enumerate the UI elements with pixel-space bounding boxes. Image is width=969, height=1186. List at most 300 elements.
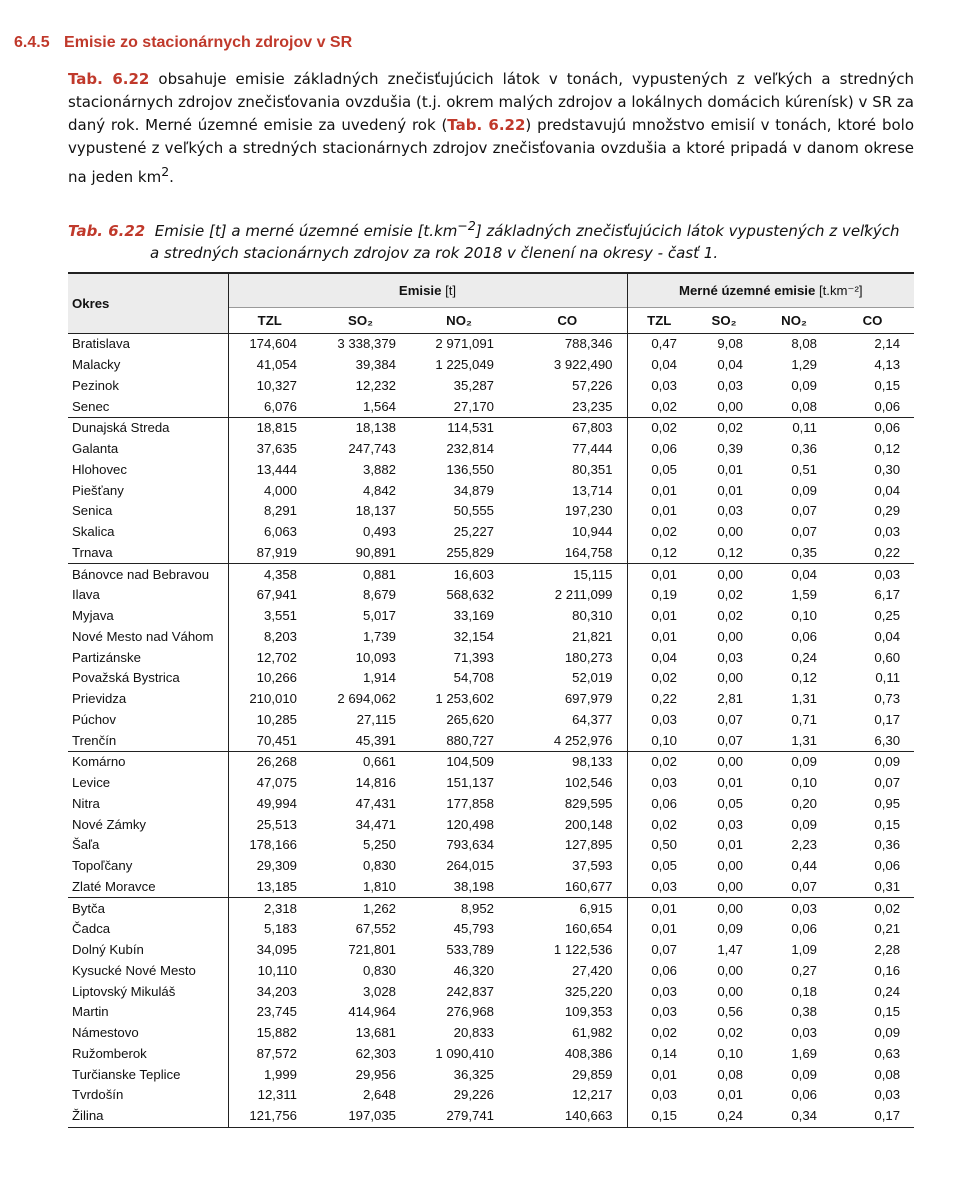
value-cell: 0,38: [791, 1004, 817, 1020]
value-cell: 0,08: [874, 1066, 901, 1082]
value-cell: 4,842: [362, 482, 396, 498]
value-cell: 0,03: [627, 1085, 691, 1106]
value-cell: 0,01: [717, 482, 743, 498]
value-cell: 80,351: [572, 461, 613, 477]
value-cell: 0,60: [874, 649, 901, 665]
value-cell: 414,964: [348, 1004, 396, 1020]
value-cell: 0,02: [717, 608, 743, 624]
value-cell: 18,138: [355, 420, 396, 436]
value-cell: 3,882: [362, 461, 396, 477]
superscript: −2: [457, 218, 476, 233]
value-cell: 0,830: [362, 962, 396, 978]
group-header-emisie: [228, 273, 627, 308]
value-cell: 109,353: [564, 1004, 613, 1020]
column-header: CO: [508, 308, 627, 334]
value-cell: 0,35: [757, 543, 831, 564]
value-cell: 0,47: [627, 334, 691, 355]
value-cell: 1,47: [717, 942, 743, 958]
district-name-cell: Liptovský Mikuláš: [72, 983, 176, 999]
value-cell: 0,661: [362, 754, 396, 770]
value-cell: 1,69: [791, 1045, 817, 1061]
value-cell: 18,137: [355, 503, 396, 519]
value-cell: 29,956: [355, 1066, 396, 1082]
value-cell: 0,29: [874, 503, 901, 519]
value-cell: 0,03: [717, 503, 743, 519]
value-cell: 8,291: [228, 501, 311, 522]
value-cell: 0,830: [362, 858, 396, 874]
group-label: Emisie: [398, 283, 442, 298]
district-name-cell: Žilina: [68, 1106, 228, 1127]
value-cell: 2,28: [874, 942, 901, 958]
table-row: [68, 898, 914, 919]
value-cell: 12,311: [228, 1085, 311, 1106]
value-cell: 0,03: [874, 566, 901, 582]
value-cell: 0,09: [791, 482, 817, 498]
value-cell: 0,17: [831, 1106, 914, 1127]
value-cell: 0,11: [792, 420, 817, 436]
value-cell: 1,59: [791, 587, 817, 603]
value-cell: 0,01: [627, 898, 691, 919]
value-cell: 120,498: [446, 816, 494, 832]
value-cell: 1,999: [228, 1064, 311, 1085]
value-cell: 0,03: [627, 877, 691, 898]
value-cell: 46,320: [453, 962, 494, 978]
value-cell: 177,858: [446, 795, 494, 811]
table-row: [68, 773, 914, 794]
value-cell: 0,07: [791, 503, 817, 519]
value-cell: 0,01: [627, 606, 691, 627]
value-cell: 25,513: [228, 814, 311, 835]
value-cell: 0,12: [691, 543, 757, 564]
value-cell: 8,679: [362, 587, 396, 603]
value-cell: 13,185: [228, 877, 311, 898]
value-cell: 2,648: [362, 1087, 396, 1103]
value-cell: 0,09: [791, 816, 817, 832]
table-row: [68, 1044, 914, 1065]
value-cell: 0,07: [791, 524, 817, 540]
value-cell: 0,24: [691, 1106, 757, 1127]
value-cell: 12,217: [572, 1087, 613, 1103]
value-cell: 50,555: [453, 503, 494, 519]
value-cell: 0,04: [874, 628, 901, 644]
value-cell: 4,13: [874, 357, 901, 373]
value-cell: 49,994: [228, 794, 311, 815]
value-cell: 27,170: [410, 396, 508, 417]
value-cell: 32,154: [453, 628, 494, 644]
value-cell: 29,309: [228, 856, 311, 877]
value-cell: 104,509: [446, 754, 494, 770]
value-cell: 0,06: [791, 628, 817, 644]
table-row: [68, 627, 914, 648]
value-cell: 102,546: [564, 775, 613, 791]
value-cell: 0,493: [362, 524, 396, 540]
value-cell: 9,08: [717, 336, 743, 352]
value-cell: 16,603: [453, 566, 494, 582]
table-row: [68, 606, 914, 627]
value-cell: 0,04: [627, 355, 691, 376]
district-name-cell: Galanta: [72, 441, 119, 457]
district-name-cell: Senec: [68, 396, 228, 417]
value-cell: 0,02: [627, 752, 691, 773]
value-cell: 0,12: [874, 441, 901, 457]
paragraph-text: ) predstavujú množstvo emisií v tonách, ktoré bolo vypustené z veľkých a stredných stacionárnych zdrojov znečisťovania ovzdušia a ktoré pripadá v danom okrese na jeden km: [68, 116, 914, 186]
group-unit: [t]: [441, 283, 457, 298]
value-cell: 2,81: [717, 691, 743, 707]
table-row: [68, 1085, 914, 1106]
value-cell: 12,232: [355, 377, 396, 393]
table-row: [68, 396, 914, 417]
value-cell: 1,262: [362, 900, 396, 916]
value-cell: 408,386: [564, 1045, 613, 1061]
value-cell: 0,02: [717, 587, 743, 603]
table-row: [68, 543, 914, 564]
value-cell: 2 211,099: [554, 587, 613, 603]
value-cell: 33,169: [453, 608, 494, 624]
district-name-cell: Šaľa: [72, 837, 100, 853]
table-row: [68, 814, 914, 835]
value-cell: 98,133: [572, 754, 613, 770]
value-cell: 0,12: [791, 670, 817, 686]
value-cell: 247,743: [348, 441, 396, 457]
value-cell: 255,829: [410, 543, 508, 564]
value-cell: 0,07: [717, 711, 743, 727]
value-cell: 0,00: [717, 524, 743, 540]
value-cell: 1,564: [311, 396, 410, 417]
value-cell: 0,22: [627, 689, 691, 710]
value-cell: 8,08: [791, 336, 817, 352]
value-cell: 0,02: [627, 668, 691, 689]
caption-text: a stredných stacionárnych zdrojov za rok 2018 v členení na okresy - časť 1.: [150, 244, 719, 262]
district-name-cell: Myjava: [72, 608, 114, 624]
value-cell: 10,093: [355, 649, 396, 665]
value-cell: 1 225,049: [435, 357, 494, 373]
value-cell: 0,20: [791, 795, 817, 811]
value-cell: 13,444: [228, 460, 311, 481]
value-cell: 136,550: [446, 461, 494, 477]
section-heading: [14, 34, 352, 52]
value-cell: 164,758: [508, 543, 627, 564]
district-name-cell: Tvrdošín: [72, 1087, 124, 1103]
district-name-cell: Považská Bystrica: [72, 670, 180, 686]
table-row: [68, 752, 914, 773]
value-cell: 0,03: [627, 710, 691, 731]
value-cell: 0,03: [791, 1025, 817, 1041]
value-cell: 0,04: [627, 647, 691, 668]
value-cell: 2,14: [874, 336, 901, 352]
table-reference-link: Tab. 6.22: [68, 70, 150, 88]
value-cell: 0,34: [757, 1106, 831, 1127]
value-cell: 0,09: [874, 754, 901, 770]
value-cell: 0,03: [627, 773, 691, 794]
value-cell: 200,148: [564, 816, 613, 832]
value-cell: 1,739: [362, 628, 396, 644]
column-header: NO₂: [410, 308, 508, 334]
district-name-cell: Malacky: [72, 357, 121, 373]
value-cell: 15,882: [228, 1023, 311, 1044]
value-cell: 0,51: [791, 461, 817, 477]
value-cell: 0,19: [627, 585, 691, 606]
table-row: [68, 501, 914, 522]
value-cell: 180,273: [564, 649, 613, 665]
value-cell: 15,115: [573, 566, 613, 582]
column-header-okres: Okres: [68, 273, 228, 334]
district-name-cell: Hlohovec: [72, 461, 127, 477]
district-name-cell: Martin: [72, 1004, 109, 1020]
value-cell: 0,50: [627, 835, 691, 856]
value-cell: 0,02: [627, 396, 691, 417]
column-header: SO₂: [691, 308, 757, 334]
table-row: [68, 376, 914, 397]
value-cell: 0,05: [627, 856, 691, 877]
value-cell: 8,203: [228, 627, 311, 648]
value-cell: 1,914: [362, 670, 396, 686]
district-name-cell: Zlaté Moravce: [68, 877, 228, 898]
table-row: [68, 981, 914, 1002]
value-cell: 279,741: [410, 1106, 508, 1127]
paragraph-text: obsahuje emisie základných znečisťujúcich látok v tonách, vypustených z veľkých a stredných stacionárnych zdrojov znečisťovania ovzdušia (t.j. okrem malých zdrojov a lokálnych domácich kúrenísk) v SR za daný rok. Merné územné emisie za uvedený rok (: [68, 70, 914, 134]
value-cell: 264,015: [446, 858, 494, 874]
value-cell: 0,06: [874, 858, 901, 874]
district-name-cell: Čadca: [72, 921, 111, 937]
value-cell: 1,810: [311, 877, 410, 898]
value-cell: 0,18: [791, 983, 817, 999]
value-cell: 57,226: [572, 377, 613, 393]
value-cell: 0,04: [717, 357, 743, 373]
value-cell: 14,816: [355, 775, 396, 791]
district-name-cell: Senica: [72, 503, 113, 519]
value-cell: 0,12: [627, 543, 691, 564]
district-name-cell: Bánovce nad Bebravou: [72, 566, 210, 582]
value-cell: 67,552: [355, 921, 396, 937]
value-cell: 45,391: [311, 730, 410, 751]
emissions-table: [68, 272, 914, 1128]
value-cell: 20,833: [453, 1025, 494, 1041]
table-row: [68, 334, 914, 355]
value-cell: 178,166: [228, 835, 311, 856]
value-cell: 34,203: [228, 981, 311, 1002]
table-row: [68, 439, 914, 460]
value-cell: 0,02: [627, 814, 691, 835]
value-cell: 6,063: [228, 522, 311, 543]
group-unit: [t.km⁻²]: [815, 282, 863, 298]
value-cell: 0,00: [717, 858, 743, 874]
value-cell: 0,30: [874, 461, 901, 477]
table-row: [68, 585, 914, 606]
table-row: [68, 1106, 914, 1127]
value-cell: 0,04: [874, 482, 901, 498]
value-cell: 41,054: [228, 355, 311, 376]
value-cell: 3,551: [228, 606, 311, 627]
value-cell: 3,028: [362, 983, 396, 999]
value-cell: 114,531: [447, 420, 494, 436]
value-cell: 21,821: [572, 628, 613, 644]
value-cell: 0,00: [717, 983, 743, 999]
value-cell: 62,303: [355, 1045, 396, 1061]
value-cell: 5,250: [362, 837, 396, 853]
value-cell: 0,16: [874, 962, 901, 978]
value-cell: 232,814: [446, 441, 494, 457]
table-reference-link: Tab. 6.22: [447, 116, 526, 134]
value-cell: 276,968: [446, 1004, 494, 1020]
value-cell: 0,06: [627, 794, 691, 815]
value-cell: 1,09: [791, 942, 817, 958]
value-cell: 6,915: [579, 900, 613, 916]
table-row: [68, 418, 914, 439]
value-cell: 0,10: [627, 730, 691, 751]
value-cell: 0,00: [717, 566, 743, 582]
value-cell: 0,21: [874, 921, 901, 937]
value-cell: 45,793: [453, 921, 494, 937]
value-cell: 54,708: [453, 670, 494, 686]
value-cell: 0,02: [717, 1025, 743, 1041]
value-cell: 0,56: [717, 1004, 743, 1020]
value-cell: 71,393: [453, 649, 494, 665]
value-cell: 568,632: [446, 587, 494, 603]
value-cell: 0,03: [791, 900, 817, 916]
value-cell: 23,235: [508, 396, 627, 417]
value-cell: 0,01: [627, 480, 691, 501]
column-header: NO₂: [757, 308, 831, 334]
value-cell: 0,24: [874, 983, 901, 999]
table-row: [68, 856, 914, 877]
value-cell: 0,00: [717, 628, 743, 644]
value-cell: 10,944: [572, 524, 613, 540]
value-cell: 0,06: [791, 921, 817, 937]
value-cell: 0,01: [717, 775, 743, 791]
value-cell: 174,604: [228, 334, 311, 355]
value-cell: 90,891: [311, 543, 410, 564]
value-cell: 1 122,536: [553, 942, 613, 958]
value-cell: 0,73: [874, 691, 901, 707]
value-cell: 0,00: [717, 670, 743, 686]
table-row: [68, 919, 914, 940]
district-name-cell: Skalica: [72, 524, 115, 540]
value-cell: 10,266: [228, 668, 311, 689]
value-cell: 0,95: [874, 795, 901, 811]
value-cell: 0,06: [874, 420, 901, 436]
value-cell: 6,076: [228, 396, 311, 417]
section-number: 6.4.5: [14, 34, 50, 51]
value-cell: 0,05: [717, 795, 743, 811]
value-cell: 0,15: [874, 816, 901, 832]
table-row: [68, 564, 914, 585]
table-row: [68, 835, 914, 856]
district-name-cell: Topoľčany: [72, 858, 133, 874]
caption-number: Tab. 6.22: [68, 222, 146, 240]
value-cell: 0,22: [831, 543, 914, 564]
value-cell: 1,31: [791, 691, 817, 707]
value-cell: 0,15: [874, 1004, 901, 1020]
value-cell: 0,881: [362, 566, 396, 582]
district-name-cell: Ružomberok: [72, 1045, 147, 1061]
value-cell: 52,019: [572, 670, 613, 686]
district-name-cell: Dolný Kubín: [72, 942, 144, 958]
value-cell: 160,677: [508, 877, 627, 898]
value-cell: 37,635: [228, 439, 311, 460]
value-cell: 721,801: [348, 942, 396, 958]
value-cell: 2 694,062: [337, 691, 396, 707]
value-cell: 127,895: [564, 837, 613, 853]
value-cell: 0,27: [791, 962, 817, 978]
table-row: [68, 794, 914, 815]
value-cell: 0,07: [874, 775, 901, 791]
table-body: [68, 334, 914, 1128]
value-cell: 0,09: [791, 754, 817, 770]
value-cell: 3 338,379: [337, 336, 396, 352]
value-cell: 8,952: [460, 900, 494, 916]
value-cell: 0,25: [874, 608, 901, 624]
value-cell: 265,620: [446, 711, 494, 727]
value-cell: 4 252,976: [508, 730, 627, 751]
table-row: [68, 710, 914, 731]
value-cell: 4,358: [228, 564, 311, 585]
table-row: [68, 522, 914, 543]
value-cell: 6,17: [874, 587, 901, 603]
value-cell: 697,979: [564, 691, 613, 707]
value-cell: 0,09: [791, 377, 817, 393]
column-header: TZL: [228, 308, 311, 334]
value-cell: 0,01: [717, 1087, 743, 1103]
district-name-cell: Trenčín: [68, 730, 228, 751]
district-name-cell: Nové Mesto nad Váhom: [72, 628, 214, 644]
value-cell: 39,384: [355, 357, 396, 373]
value-cell: 1,31: [757, 730, 831, 751]
superscript: 2: [161, 164, 170, 179]
value-cell: 793,634: [446, 837, 494, 853]
district-name-cell: Púchov: [72, 711, 116, 727]
value-cell: 0,10: [791, 608, 817, 624]
table-row: [68, 668, 914, 689]
value-cell: 47,075: [228, 773, 311, 794]
section-title: Emisie zo stacionárnych zdrojov v SR: [64, 34, 353, 51]
value-cell: 0,03: [627, 376, 691, 397]
value-cell: 10,110: [228, 961, 311, 982]
value-cell: 197,035: [311, 1106, 410, 1127]
value-cell: 0,09: [874, 1025, 901, 1041]
table-row: [68, 877, 914, 898]
value-cell: 0,02: [627, 522, 691, 543]
value-cell: 87,572: [228, 1044, 311, 1065]
value-cell: 10,327: [228, 376, 311, 397]
value-cell: 210,010: [228, 689, 311, 710]
value-cell: 0,05: [627, 460, 691, 481]
value-cell: 77,444: [572, 441, 613, 457]
district-name-cell: Nové Zámky: [72, 816, 147, 832]
table-row: [68, 1002, 914, 1023]
district-name-cell: Nitra: [72, 795, 100, 811]
value-cell: 0,71: [791, 711, 817, 727]
value-cell: 0,01: [717, 837, 743, 853]
value-cell: 0,63: [874, 1045, 901, 1061]
table-row: [68, 460, 914, 481]
value-cell: 61,982: [572, 1025, 613, 1041]
value-cell: 0,06: [627, 961, 691, 982]
value-cell: 0,08: [717, 1066, 743, 1082]
value-cell: 5,017: [362, 608, 396, 624]
value-cell: 0,03: [717, 649, 743, 665]
value-cell: 6,30: [831, 730, 914, 751]
value-cell: 67,941: [228, 585, 311, 606]
value-cell: 29,859: [572, 1066, 613, 1082]
value-cell: 0,03: [874, 524, 901, 540]
table-row: [68, 1023, 914, 1044]
value-cell: 0,08: [757, 396, 831, 417]
value-cell: 70,451: [228, 730, 311, 751]
value-cell: 140,663: [508, 1106, 627, 1127]
value-cell: 0,02: [627, 1023, 691, 1044]
value-cell: 13,681: [355, 1025, 396, 1041]
value-cell: 0,07: [691, 730, 757, 751]
